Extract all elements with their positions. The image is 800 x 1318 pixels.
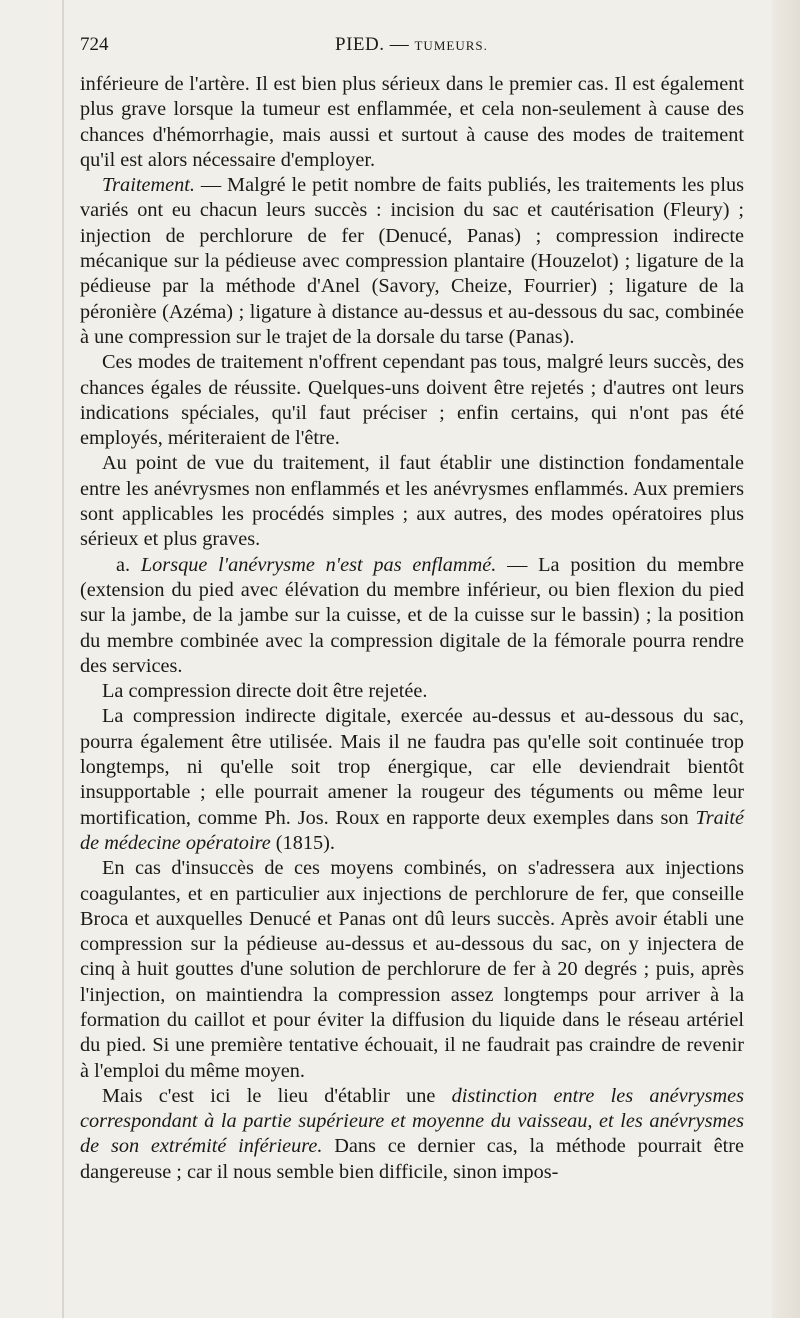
list-letter: a. (116, 553, 131, 576)
paragraph-text: Dans ce dernier cas, la méthode pourrait être dangereuse ; car il nous semble bien difficile, sinon impos- (80, 1135, 744, 1183)
running-head-separator: — (389, 34, 410, 55)
paragraph-direct-compression: La compression directe doit être rejetée. (102, 680, 428, 703)
running-head-title: PIED. (335, 34, 385, 55)
facing-page-edge (772, 0, 800, 1318)
section-lead-non-inflamed: Lorsque l'anévrysme n'est pas enflammé. (140, 553, 497, 576)
running-head (335, 34, 488, 56)
paragraph-indirect-compression (80, 704, 744, 856)
page-number: 724 (80, 34, 109, 55)
paragraph-last (80, 1084, 744, 1185)
paragraph-text: — Malgré le petit nombre de faits publiés, les traitements les plus variés ont eu chacun leurs succès : incision du sac et cautérisation (Fleury) ; injection de perchlorure de fer (Denucé, Panas) ; compression indirecte mécanique sur la pédieuse avec compression plantaire (Houzelot) ; ligature de la pédieuse par la méthode d'Anel (Savory, Cheize, Fourrier) ; ligature de la péronière (Azéma) ; ligature à distance au-dessus et au-dessous du sac, combinée à une compression sur le trajet de la dorsale du tarse (Panas). (80, 174, 744, 348)
section-lead-traitement: Traitement. (102, 174, 195, 197)
paragraph-text: — La position du membre (extension du pied avec élévation du membre inférieur, ou bien flexion du pied sur la jambe, de la jambe sur la cuisse, et de la cuisse sur le bassin) ; la position du membre combinée avec la compression digitale de la fémorale pourra rendre des services. (80, 553, 745, 677)
page-gutter (62, 0, 64, 1318)
paragraph-text: La compression indirecte digitale, exercée au-dessus et au-dessous du sac, pourra également être utilisée. Mais il ne faudra pas qu'elle soit continuée trop longtemps, ni qu'elle soit trop énergique, car elle deviendrait bientôt insupportable ; elle pourrait amener la rougeur des téguments ou même leur mortification, comme Ph. Jos. Roux en rapporte deux exemples dans son (80, 705, 744, 829)
page-header (80, 34, 744, 62)
paragraph-modes: Ces modes de traitement n'offrent cependant pas tous, malgré leurs succès, des chances égales de réussite. Quelques-uns doivent être rejetés ; d'autres ont leurs indications spéciales, qu'il faut préciser ; enfin certains, qui n'ont pas été employés, mériteraient de l'être. (80, 351, 744, 450)
book-title: Traité de médecine opératoire (80, 806, 744, 854)
paragraph-treatment (80, 173, 744, 350)
emphasis-distinction: distinction entre les anévrysmes correspondant à la partie supérieure et moyenne du vaisseau, et les anévrysmes de son extrémité inférieure. (80, 1084, 744, 1158)
paragraph-text: Mais c'est ici le lieu d'établir une (102, 1084, 452, 1107)
paragraph-distinction: Au point de vue du traitement, il faut établir une distinction fondamentale entre les anévrysmes non enflammés et les anévrysmes enflammés. Aux premiers sont applicables les procédés simples ; aux autres, des modes opératoires plus sérieux et plus graves. (80, 452, 744, 551)
paragraph-text: (1815). (270, 831, 335, 854)
paragraph-non-inflamed (80, 553, 744, 679)
running-head-section: TUMEURS. (414, 38, 488, 53)
paragraph-injections: En cas d'insuccès de ces moyens combinés, on s'adressera aux injections coagulantes, et en particulier aux injections de perchlorure de fer, que conseille Broca et auxquelles Denucé et Panas ont dû leurs succès. Après avoir établi une compression sur la pédieuse au-dessus et au-dessous du sac, on y injectera de cinq à huit gouttes d'une solution de perchlorure de fer à 20 degrés ; puis, après l'injection, on maintiendra la compression assez longtemps pour arriver à la formation du caillot et pour éviter la diffusion du liquide dans le réseau artériel du pied. Si une première tentative échouait, il ne faudrait pas craindre de revenir à l'emploi du même moyen. (80, 857, 744, 1082)
body-text (80, 72, 744, 1185)
paragraph-continuation: inférieure de l'artère. Il est bien plus sérieux dans le premier cas. Il est également plus grave lorsque la tumeur est enflammée, et cela non-seulement à cause des chances d'hémorrhagie, mais aussi et surtout à cause des modes de traitement qu'il est alors nécessaire d'employer. (80, 73, 744, 171)
